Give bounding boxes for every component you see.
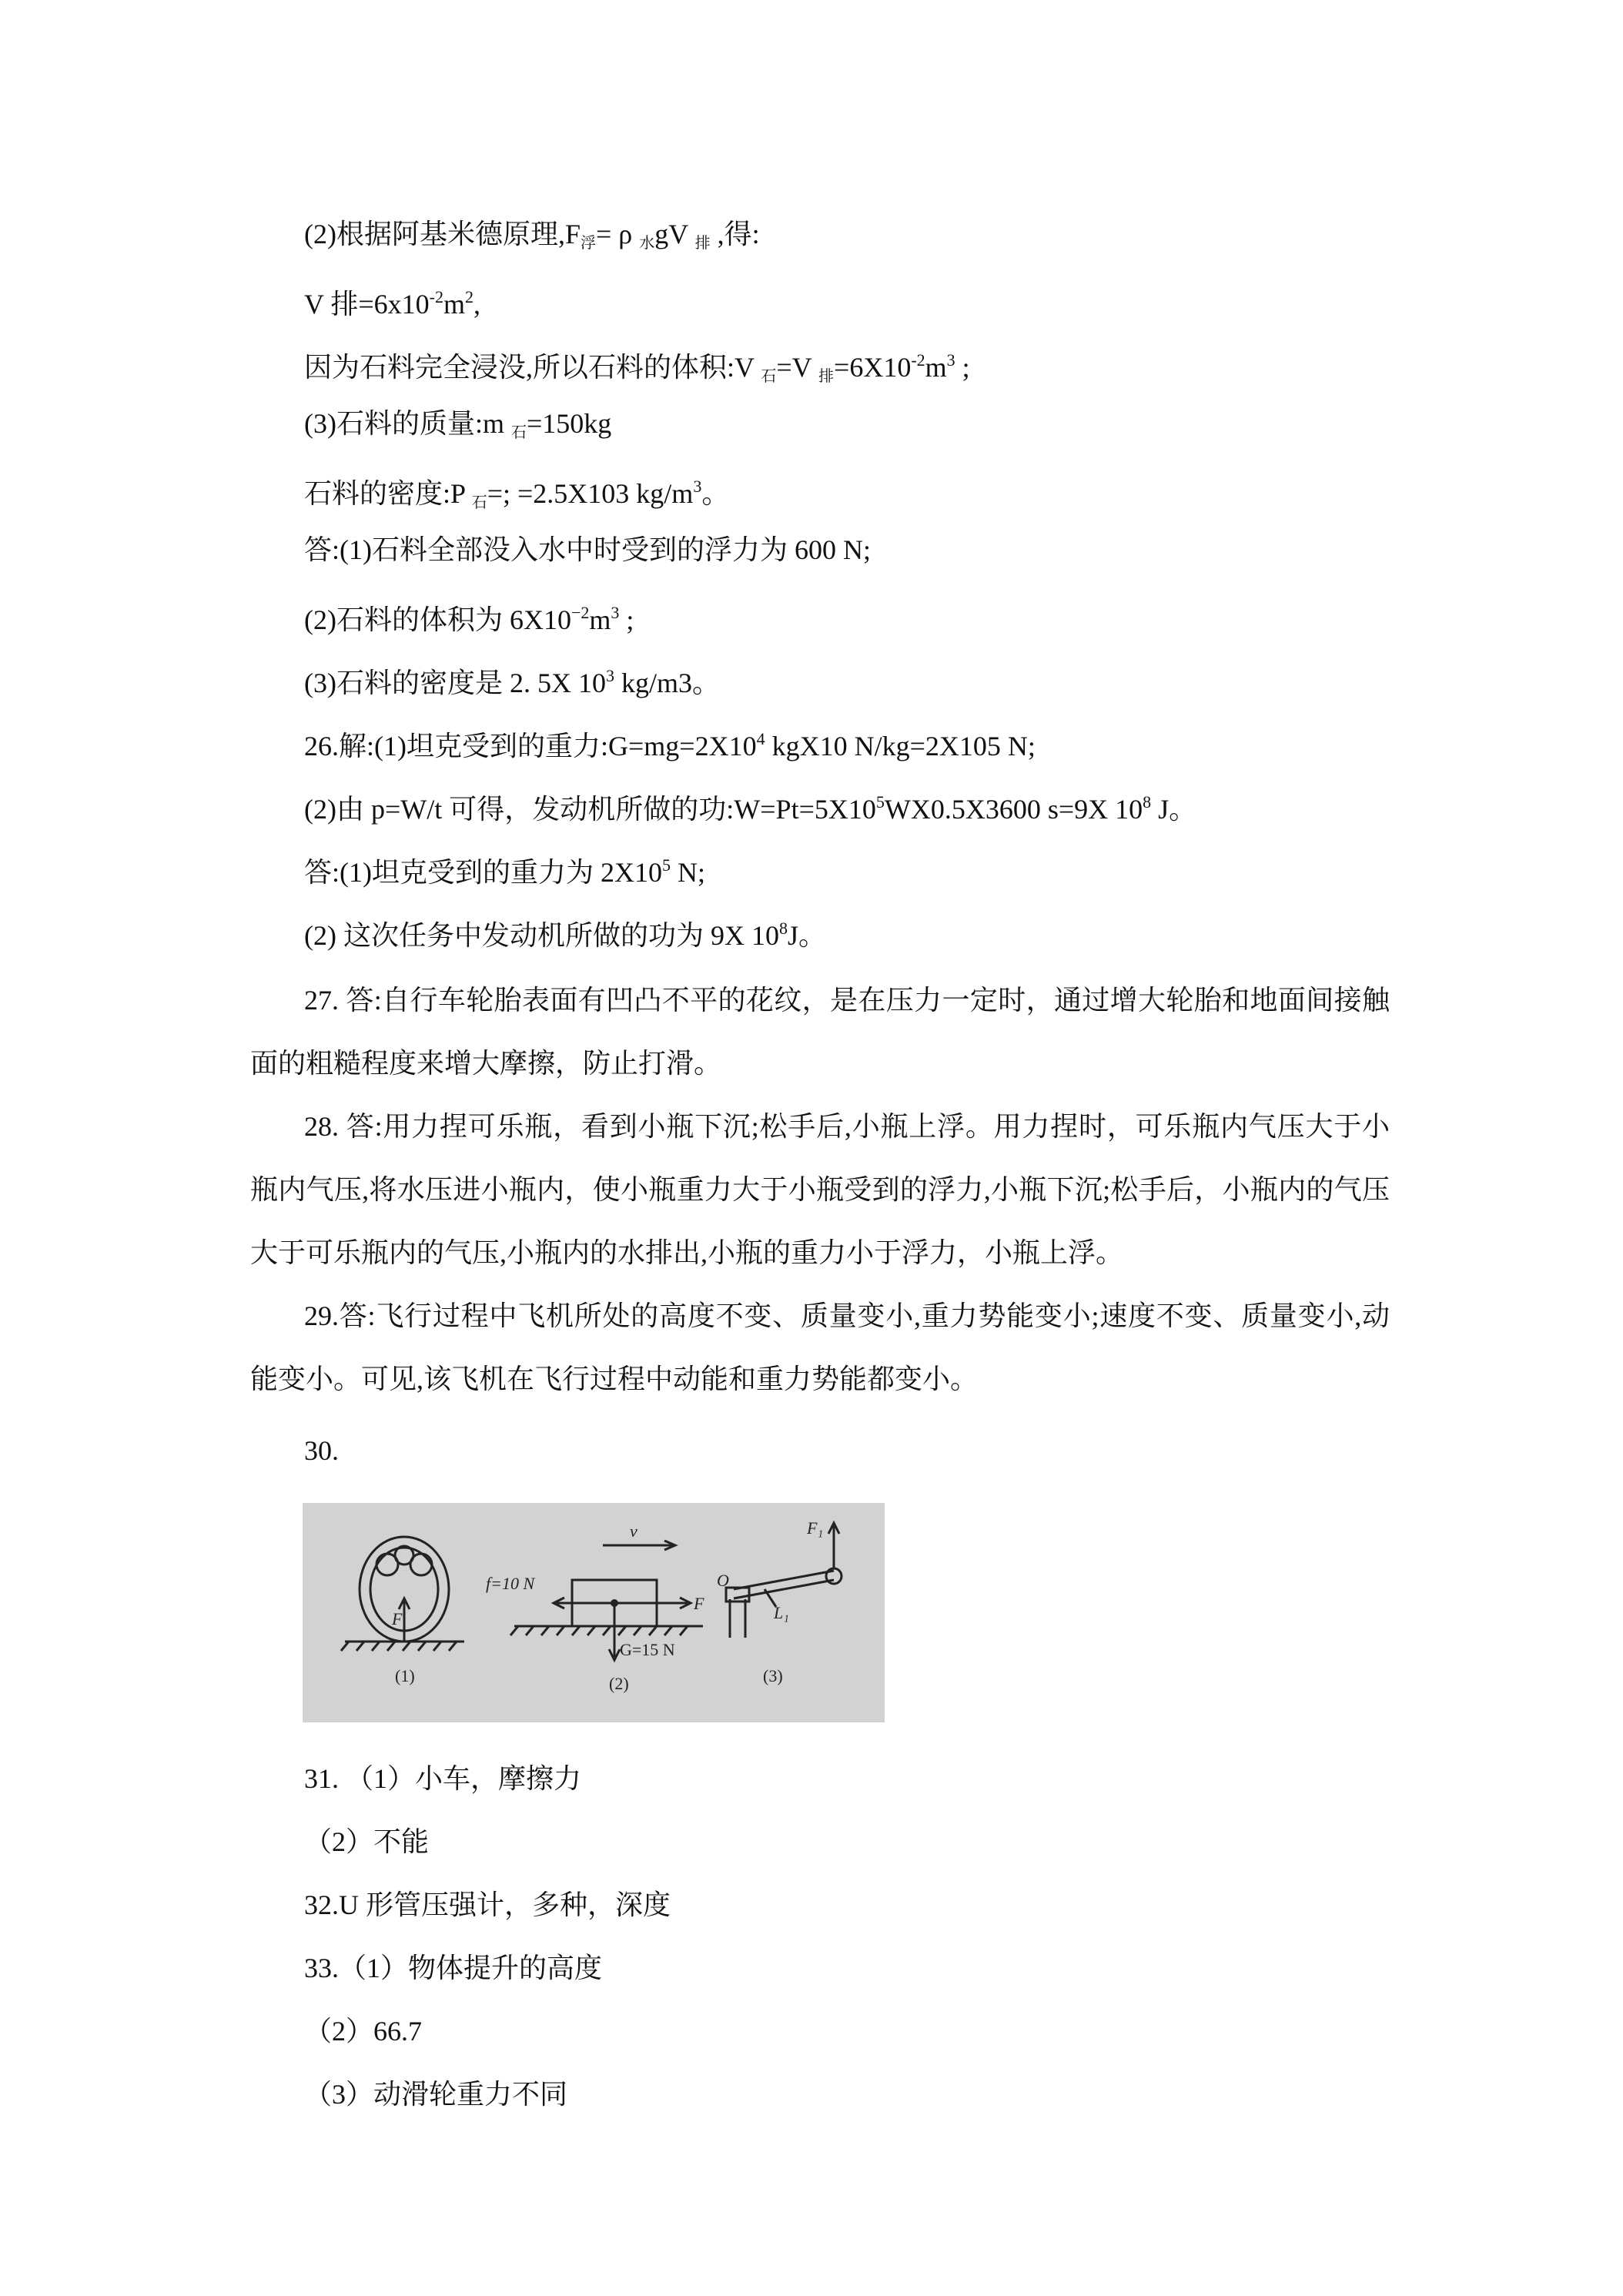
paragraph-q27: 27. 答:自行车轮胎表面有凹凸不平的花纹，是在压力一定时，通过增大轮胎和地面间接触面的粗糙程度来增大摩擦，防止打滑。 (250, 985, 1390, 1079)
fig-caption-1: (1) (395, 1666, 415, 1685)
line-q26-gravity: 26.解:(1)坦克受到的重力$:G=mg=2X10^4$ kgX10 N/kg=2X105 N; (304, 729, 1036, 761)
line-answer-density: (3)石料的密度是 2. 5X $10^3$ kg/m3。 (304, 666, 720, 698)
answer-q32: 32.U 形管压强计，多种，深度 (304, 1889, 671, 1920)
answer-q33: 33.（1）物体提升的高度 (304, 1953, 603, 1983)
line-answer-volume: (2)石料的体积为 $6X10^{-2}m^3$ ; (304, 603, 634, 635)
fig-caption-3: (3) (763, 1666, 783, 1685)
line-q26-work: (2)由 p=W/t 可得，发动机所做的功$:W=Pt=5X10^5WX0.5X3600$ s=9X $10^8$ J。 (304, 792, 1197, 825)
paragraph-q29: 29.答:飞行过程中飞机所处的高度不变、质量变小,重力势能变小;速度不变、质量变小,动能变小。可见,该飞机在飞行过程中动能和重力势能都变小。 (250, 1300, 1390, 1394)
answer-q31-part2: （2）不能 (304, 1826, 430, 1857)
line-v-displaced: V 排$=6x10^{-2}m^2$, (304, 287, 480, 320)
fig-label-l1: L₁ (774, 1603, 789, 1622)
line-q26-answer-gravity: 答:(1)坦克受到的重力为 $2X10^5$ N; (304, 855, 705, 888)
line-stone-density: 石料的密度:P $_石$=; =2.5X103 $kg/m^3$。 (304, 477, 730, 511)
line-answer-buoyancy: 答:(1)石料全部没入水中时受到的浮力为 600 N; (304, 534, 871, 565)
wheel-diagram (341, 1537, 464, 1651)
fig-label-pivot: O (717, 1571, 729, 1590)
physics-diagram-figure (303, 1503, 885, 1722)
fig-label-wheel-force: F (392, 1609, 403, 1628)
fig-label-f1: F₁ (807, 1518, 824, 1538)
fig-label-friction: f=10 N (486, 1574, 535, 1593)
fig-label-pull-force: F (694, 1594, 704, 1613)
answer-q31: 31. （1）小车，摩擦力 (304, 1763, 582, 1794)
answer-q33-part3: （3）动滑轮重力不同 (304, 2079, 568, 2110)
paragraph-q28: 28. 答:用力捏可乐瓶，看到小瓶下沉;松手后,小瓶上浮。用力捏时，可乐瓶内气压大于小瓶内气压,将水压进小瓶内，使小瓶重力大于小瓶受到的浮力,小瓶下沉;松手后，小瓶内的气压大于可乐瓶内的气压,小瓶内的水排出,小瓶的重力小于浮力，小瓶上浮。 (250, 1111, 1390, 1268)
q30-label: 30. (304, 1435, 339, 1466)
line-q26-answer-work: (2) 这次任务中发动机所做的功为 9X $10^8J$。 (304, 919, 826, 951)
line-stone-mass: (3)石料的质量:m $_石$=150kg (304, 408, 612, 441)
answer-q33-part2: （2）66.7 (304, 2016, 423, 2047)
fig-label-gravity: G=15 N (620, 1640, 675, 1659)
line-archimedes: (2)根据阿基米德原理$,F_浮= \rho$ $_水$gV $_排$ ,得: (304, 219, 760, 252)
line-stone-volume: 因为石料完全浸没,所以石料的体积:V $_石$=V $_排=6X10^{-2}m^3$ ; (304, 350, 970, 385)
fig-caption-2: (2) (609, 1674, 629, 1693)
fig-label-velocity: v (630, 1521, 637, 1541)
